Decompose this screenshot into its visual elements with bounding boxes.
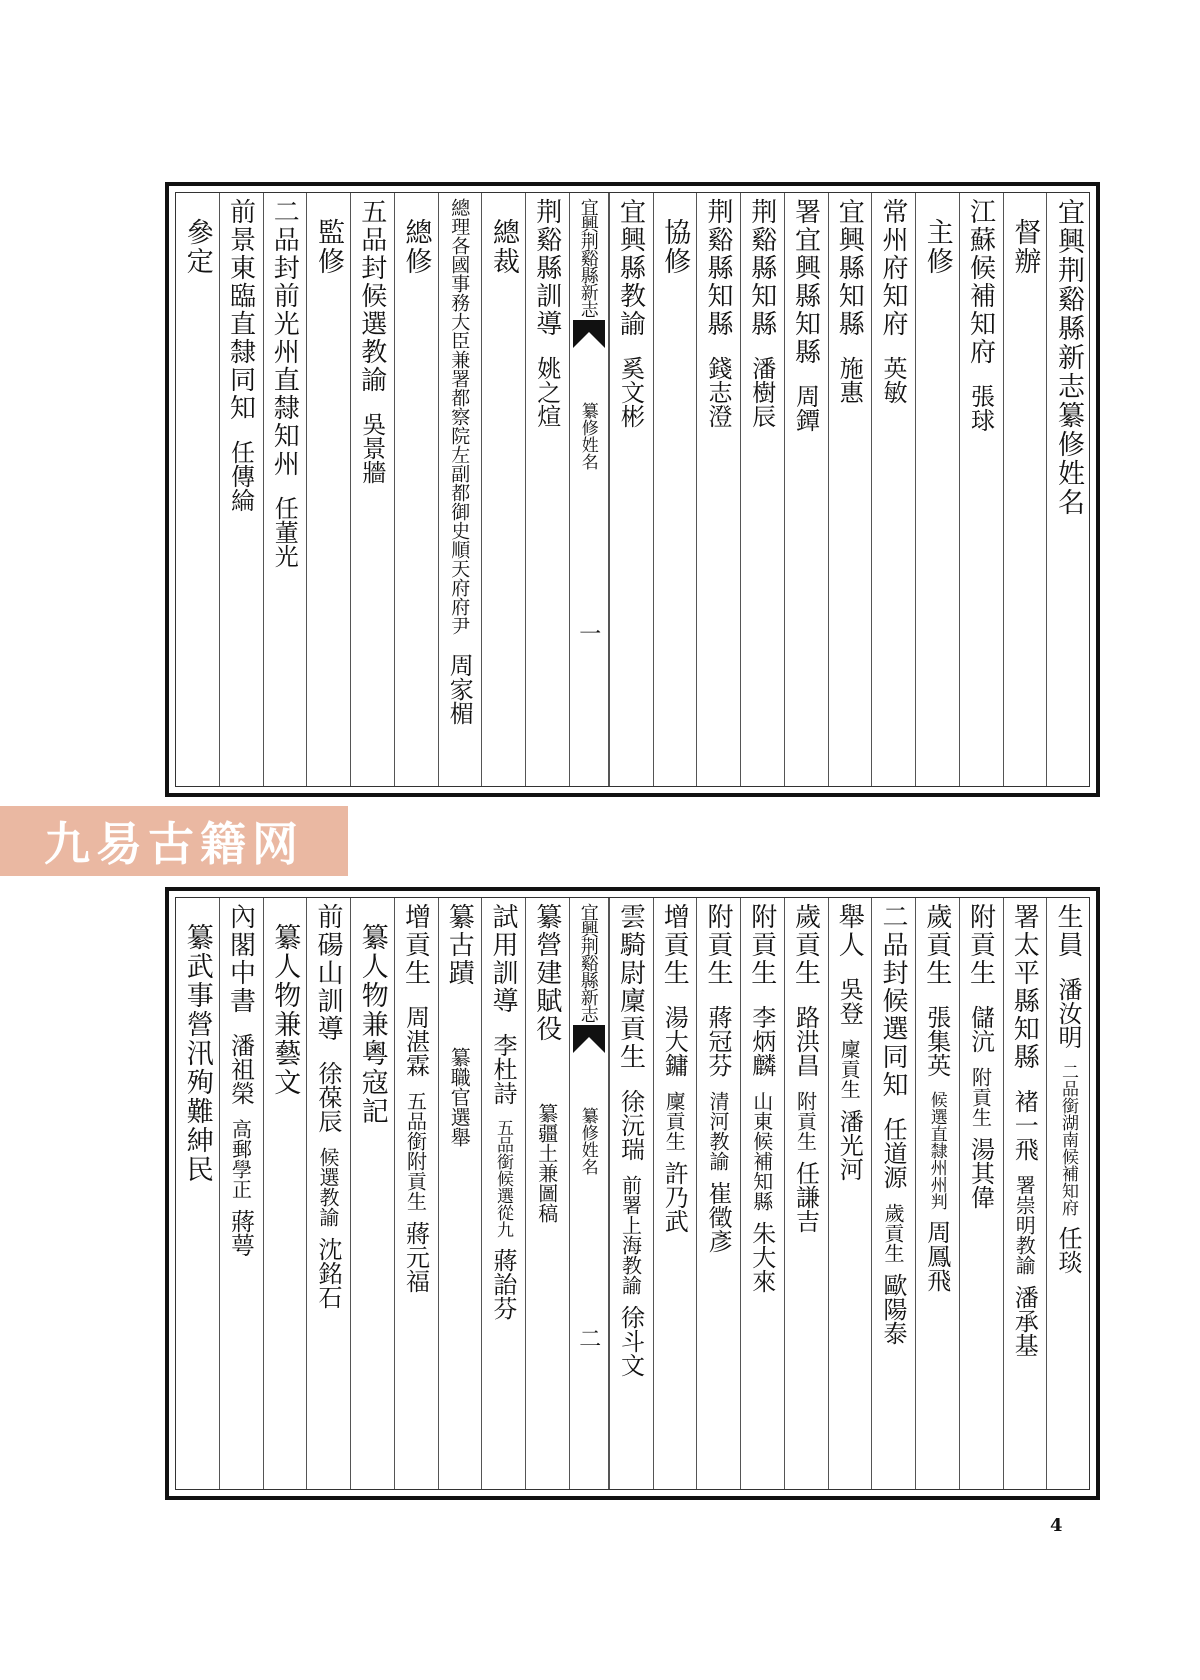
person-name: 李炳麟 bbox=[747, 1005, 776, 1077]
title-text: 荆谿縣知縣 bbox=[746, 198, 777, 338]
title-text: 二品封候選同知 bbox=[878, 903, 908, 1099]
person-name: 任董光 bbox=[270, 496, 299, 568]
second-title: 廩貢生 bbox=[662, 1091, 687, 1151]
top-page-column bbox=[350, 192, 394, 787]
top-page-column bbox=[481, 192, 525, 787]
section-heading: 宜興荆谿縣新志纂修姓名 bbox=[1053, 198, 1084, 517]
section-heading: 參定 bbox=[181, 218, 213, 276]
bottom-page-column bbox=[438, 897, 482, 1490]
person-name: 張球 bbox=[966, 384, 995, 432]
section-heading: 總修 bbox=[400, 218, 432, 276]
bottom-page bbox=[165, 887, 1100, 1500]
top-page-column bbox=[263, 192, 307, 787]
bottom-page-column bbox=[915, 897, 959, 1490]
title-text: 署太平縣知縣 bbox=[1009, 903, 1040, 1071]
second-title: 清河教諭 bbox=[706, 1091, 730, 1171]
person-name: 吳景牆 bbox=[357, 412, 386, 484]
bottom-page-column bbox=[306, 897, 350, 1490]
title-text: 署宜興縣知縣 bbox=[790, 198, 821, 366]
person-name: 徐沅瑞 bbox=[616, 1089, 645, 1161]
second-title: 高郵學正 bbox=[228, 1119, 253, 1199]
title-text: 試用訓導 bbox=[488, 903, 518, 1015]
person-name: 徐葆辰 bbox=[314, 1061, 342, 1133]
top-page-column bbox=[306, 192, 350, 787]
watermark bbox=[0, 806, 348, 876]
top-page-column bbox=[784, 192, 828, 787]
bottom-page-column bbox=[1003, 897, 1047, 1490]
title-text: 生員 bbox=[1053, 903, 1083, 959]
second-person-name: 任謙吉 bbox=[791, 1161, 820, 1233]
title-text: 附貢生 bbox=[965, 903, 996, 987]
second-title: 五品銜候選從九 bbox=[493, 1119, 513, 1238]
person-name: 奚文彬 bbox=[616, 356, 645, 428]
second-title: 附貢生 bbox=[793, 1091, 818, 1151]
top-page-column bbox=[525, 192, 569, 787]
section-heading: 纂人物兼粵寇記 bbox=[356, 923, 388, 1126]
second-person-name: 潘承基 bbox=[1010, 1285, 1039, 1357]
second-title: 前署上海教諭 bbox=[618, 1175, 643, 1295]
bottom-page-column bbox=[263, 897, 307, 1490]
title-text: 江蘇候補知府 bbox=[965, 198, 996, 366]
person-name: 張集英 bbox=[922, 1005, 951, 1077]
person-name: 錢志澄 bbox=[704, 356, 732, 428]
second-title: 歲貢生 bbox=[881, 1203, 905, 1263]
section-heading: 纂人物兼藝文 bbox=[269, 923, 301, 1097]
second-person-name: 徐斗文 bbox=[616, 1305, 645, 1377]
title-text: 內閣中書 bbox=[225, 903, 256, 1015]
bottom-page-column bbox=[481, 897, 525, 1490]
top-page-column bbox=[609, 192, 653, 787]
section-heading: 協修 bbox=[659, 218, 691, 276]
top-page-column bbox=[959, 192, 1003, 787]
center-gutter bbox=[569, 897, 609, 1490]
title-text: 二品封前光州直隸知州 bbox=[269, 198, 300, 478]
person-name: 蔣冠芬 bbox=[704, 1005, 732, 1077]
second-person-name: 許乃武 bbox=[660, 1161, 689, 1233]
bottom-page-column bbox=[1046, 897, 1090, 1490]
title-text: 附貢生 bbox=[746, 903, 777, 987]
bottom-page-column bbox=[609, 897, 653, 1490]
top-page bbox=[165, 182, 1100, 797]
section-heading: 督辦 bbox=[1009, 218, 1041, 276]
title-text: 荆谿縣知縣 bbox=[703, 198, 733, 338]
second-title: 候選直隸州州判 bbox=[926, 1091, 947, 1210]
top-page-column bbox=[438, 192, 482, 787]
top-page-column bbox=[394, 192, 438, 787]
person-name: 施惠 bbox=[835, 356, 864, 404]
second-person-name: 歐陽泰 bbox=[879, 1273, 907, 1345]
person-name: 儲沆 bbox=[966, 1005, 995, 1053]
second-title: 五品銜附貢生 bbox=[403, 1091, 428, 1211]
bottom-page-column bbox=[871, 897, 915, 1490]
center-gutter bbox=[569, 192, 609, 787]
fishtail-mark-icon bbox=[573, 320, 605, 350]
title-text: 宜興縣知縣 bbox=[834, 198, 865, 338]
top-page-column bbox=[740, 192, 784, 787]
section-heading: 監修 bbox=[313, 218, 344, 276]
person-name: 潘汝明 bbox=[1054, 977, 1082, 1049]
title-text: 增貢生 bbox=[659, 903, 690, 987]
center-page-number: 一 bbox=[575, 622, 601, 644]
center-book-title: 宜興荆谿縣新志 bbox=[577, 903, 599, 1022]
person-name: 周湛霖 bbox=[401, 1005, 430, 1077]
bottom-page-column bbox=[350, 897, 394, 1490]
title-text: 宜興縣教諭 bbox=[615, 198, 646, 338]
person-name: 吳登 bbox=[835, 977, 864, 1025]
title-text: 總理各國事務大臣兼署都察院左副都御史順天府府尹 bbox=[448, 198, 471, 635]
bottom-page-column bbox=[959, 897, 1003, 1490]
title-text: 附貢生 bbox=[703, 903, 733, 987]
watermark-text: 九易古籍网 bbox=[44, 817, 304, 871]
top-page-column bbox=[653, 192, 697, 787]
top-page-column bbox=[219, 192, 263, 787]
title-text: 雲騎尉廩貢生 bbox=[615, 903, 646, 1071]
second-title: 纂職官選舉 bbox=[447, 1047, 472, 1147]
bottom-page-column bbox=[784, 897, 828, 1490]
second-person-name: 崔徵彥 bbox=[704, 1181, 732, 1253]
section-heading: 纂武事營汛殉難紳民 bbox=[181, 923, 213, 1184]
bottom-page-column bbox=[394, 897, 438, 1490]
bottom-page-column bbox=[525, 897, 569, 1490]
second-person-name: 朱大來 bbox=[747, 1221, 776, 1293]
second-title: 山東候補知縣 bbox=[749, 1091, 774, 1211]
center-page-number: 二 bbox=[575, 1327, 601, 1349]
bottom-page-column bbox=[740, 897, 784, 1490]
title-text: 常州府知府 bbox=[878, 198, 908, 338]
title-text: 前景東臨直隸同知 bbox=[225, 198, 256, 422]
section-heading: 主修 bbox=[921, 218, 953, 276]
person-name: 褚一飛 bbox=[1010, 1089, 1039, 1161]
title-text: 歲貢生 bbox=[921, 903, 952, 987]
person-name: 李杜詩 bbox=[489, 1033, 517, 1105]
bottom-page-column bbox=[175, 897, 219, 1490]
person-name: 路洪昌 bbox=[791, 1005, 820, 1077]
top-page-column bbox=[871, 192, 915, 787]
second-title: 二品銜湖南候補知府 bbox=[1058, 1063, 1078, 1216]
second-title: 廩貢生 bbox=[837, 1039, 862, 1099]
person-name: 任傳綸 bbox=[226, 440, 255, 512]
top-page-column bbox=[696, 192, 740, 787]
title-text: 纂古蹟 bbox=[444, 903, 475, 987]
page-folio: 4 bbox=[1050, 1515, 1063, 1536]
fishtail-mark-icon bbox=[573, 1025, 605, 1055]
second-person-name: 任琰 bbox=[1054, 1226, 1082, 1274]
person-name: 姚之煊 bbox=[532, 356, 561, 428]
second-title: 署崇明教諭 bbox=[1012, 1175, 1037, 1275]
section-heading: 總裁 bbox=[488, 218, 519, 276]
center-section-name: 纂修姓名 bbox=[577, 402, 598, 470]
title-text: 舉人 bbox=[834, 903, 865, 959]
second-title: 候選教諭 bbox=[316, 1147, 340, 1227]
second-person-name: 沈銘石 bbox=[314, 1237, 342, 1309]
center-book-title: 宜興荆谿縣新志 bbox=[577, 198, 599, 317]
second-title: 纂疆土兼圖稿 bbox=[534, 1103, 559, 1223]
person-name: 潘祖榮 bbox=[226, 1033, 255, 1105]
person-name: 湯大鏞 bbox=[660, 1005, 689, 1077]
second-person-name: 蔣詒芬 bbox=[489, 1248, 517, 1320]
title-text: 五品封候選教諭 bbox=[356, 198, 387, 394]
title-text: 增貢生 bbox=[400, 903, 431, 987]
title-text: 前碭山訓導 bbox=[313, 903, 343, 1043]
person-name: 潘樹辰 bbox=[747, 356, 776, 428]
person-name: 英敏 bbox=[879, 356, 907, 404]
top-page-column bbox=[175, 192, 219, 787]
center-section-name: 纂修姓名 bbox=[577, 1107, 598, 1175]
bottom-page-column bbox=[828, 897, 872, 1490]
bottom-page-column bbox=[696, 897, 740, 1490]
top-page-column bbox=[1046, 192, 1090, 787]
title-text: 歲貢生 bbox=[790, 903, 821, 987]
person-name: 周鐔 bbox=[791, 384, 820, 432]
top-page-column bbox=[915, 192, 959, 787]
second-person-name: 周鳳飛 bbox=[922, 1220, 951, 1292]
second-title: 附貢生 bbox=[968, 1067, 993, 1127]
second-person-name: 蔣萼 bbox=[226, 1209, 255, 1257]
second-person-name: 湯其偉 bbox=[966, 1137, 995, 1209]
title-text: 纂營建賦役 bbox=[531, 903, 562, 1043]
title-text: 荆谿縣訓導 bbox=[531, 198, 562, 338]
bottom-page-column bbox=[653, 897, 697, 1490]
person-name: 任道源 bbox=[879, 1117, 907, 1189]
second-person-name: 潘光河 bbox=[835, 1109, 864, 1181]
person-name: 周家楣 bbox=[445, 653, 474, 725]
top-page-column bbox=[828, 192, 872, 787]
top-page-column bbox=[1003, 192, 1047, 787]
second-person-name: 蔣元福 bbox=[401, 1221, 430, 1293]
bottom-page-column bbox=[219, 897, 263, 1490]
